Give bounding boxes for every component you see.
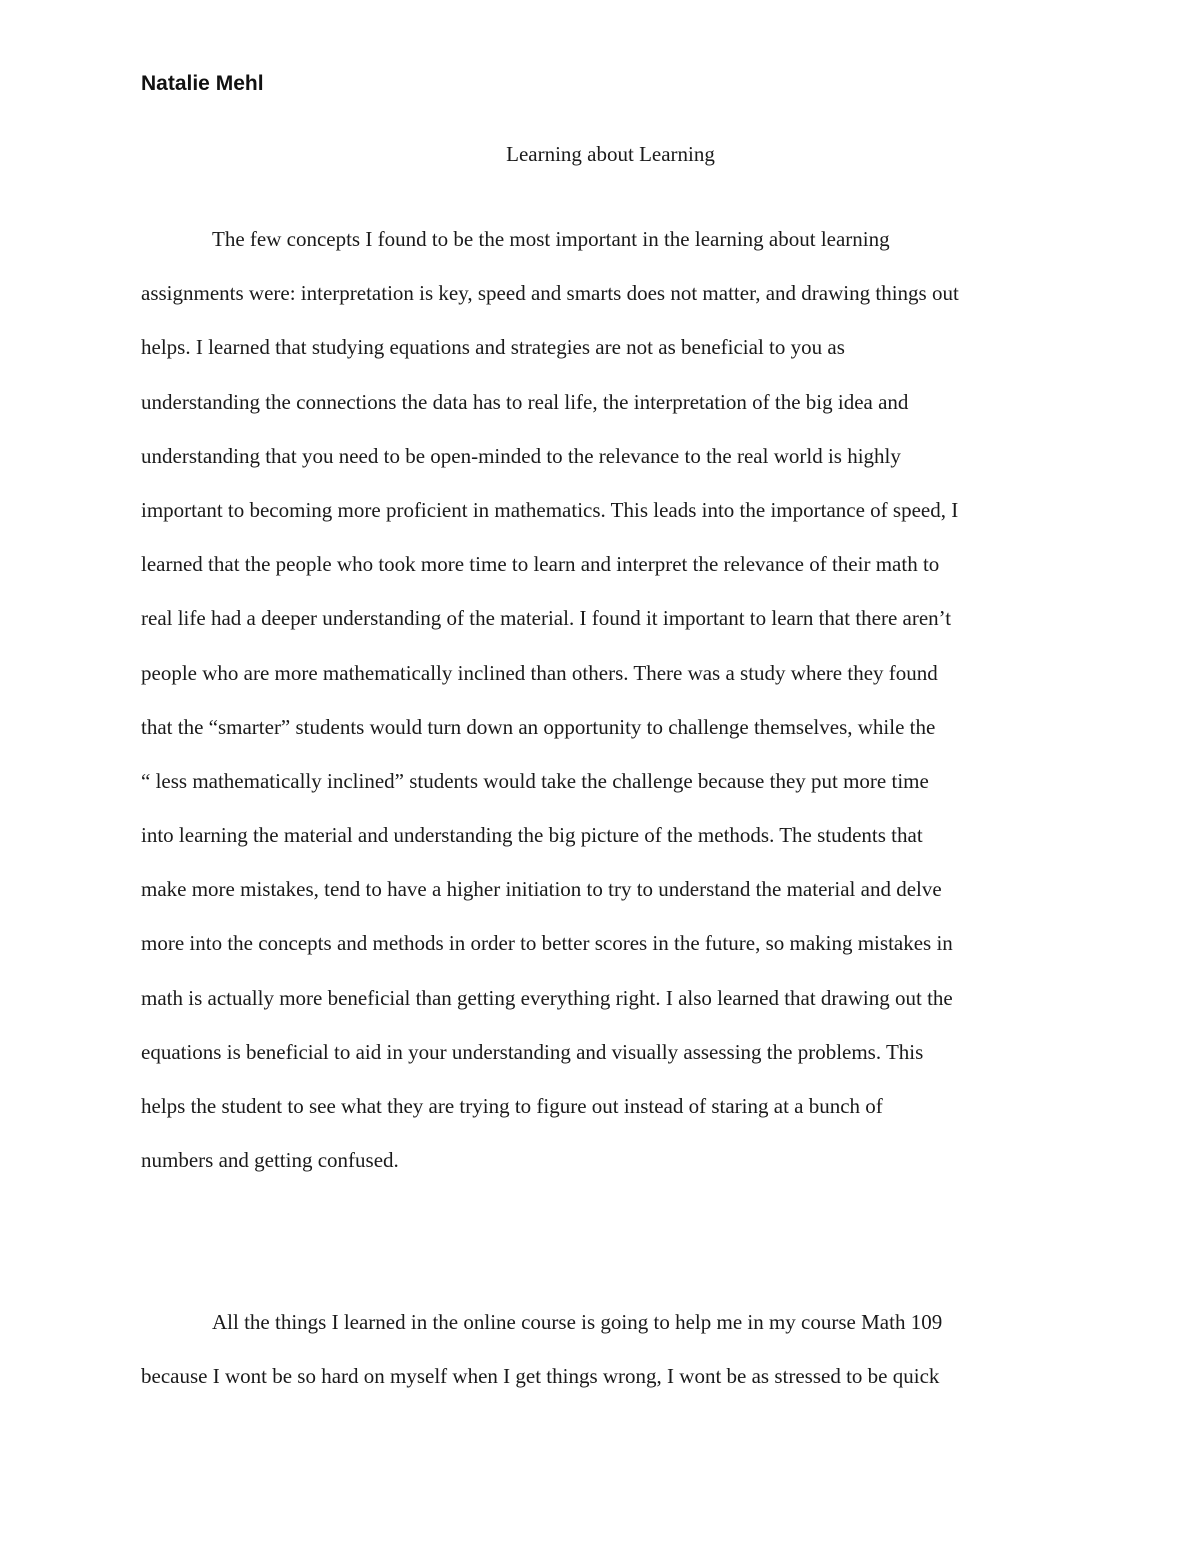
paragraph-line: that the “smarter” students would turn down an opportunity to challenge themselves, while the (141, 714, 936, 739)
paragraph-line: because I wont be so hard on myself when I get things wrong, I wont be as stressed to be quick (141, 1364, 940, 1389)
paragraph-1 (141, 223, 1080, 1198)
paragraph-line: into learning the material and understanding the big picture of the methods. The students that (141, 823, 923, 848)
paragraph-line: numbers and getting confused. (141, 1148, 399, 1173)
paragraph-line: helps the student to see what they are trying to figure out instead of staring at a bunch of (141, 1094, 883, 1118)
paragraph-line: assignments were: interpretation is key, speed and smarts does not matter, and drawing things out (141, 281, 959, 306)
paragraph-line: real life had a deeper understanding of the material. I found it important to learn that there aren’t (141, 606, 952, 631)
paragraph-line: The few concepts I found to be the most important in the learning about learning (212, 227, 890, 251)
paragraph-line: people who are more mathematically inclined than others. There was a study where they found (141, 660, 938, 685)
paragraph-line: helps. I learned that studying equations and strategies are not as beneficial to you as (141, 335, 845, 360)
document-title: Learning about Learning (506, 142, 715, 166)
paragraph-line: understanding the connections the data has to real life, the interpretation of the big idea and (141, 389, 909, 414)
paragraph-line: “ less mathematically inclined” students would take the challenge because they put more time (141, 768, 929, 793)
author-name: Natalie Mehl (141, 72, 264, 95)
paragraph-line: make more mistakes, tend to have a higher initiation to try to understand the material and delve (141, 877, 942, 902)
paragraph-2 (141, 1306, 1080, 1414)
paragraph-line: equations is beneficial to aid in your understanding and visually assessing the problems. This (141, 1039, 924, 1064)
paragraph-line: more into the concepts and methods in order to better scores in the future, so making mistakes in (141, 931, 953, 956)
paragraph-line: learned that the people who took more time to learn and interpret the relevance of their math to (141, 552, 940, 577)
paragraph-line: math is actually more beneficial than getting everything right. I also learned that drawing out the (141, 985, 953, 1010)
paragraph-line: understanding that you need to be open-minded to the relevance to the real world is highly (141, 443, 901, 468)
paragraph-line: important to becoming more proficient in mathematics. This leads into the importance of speed, I (141, 497, 959, 522)
paragraph-line: All the things I learned in the online course is going to help me in my course Math 109 (212, 1310, 943, 1334)
